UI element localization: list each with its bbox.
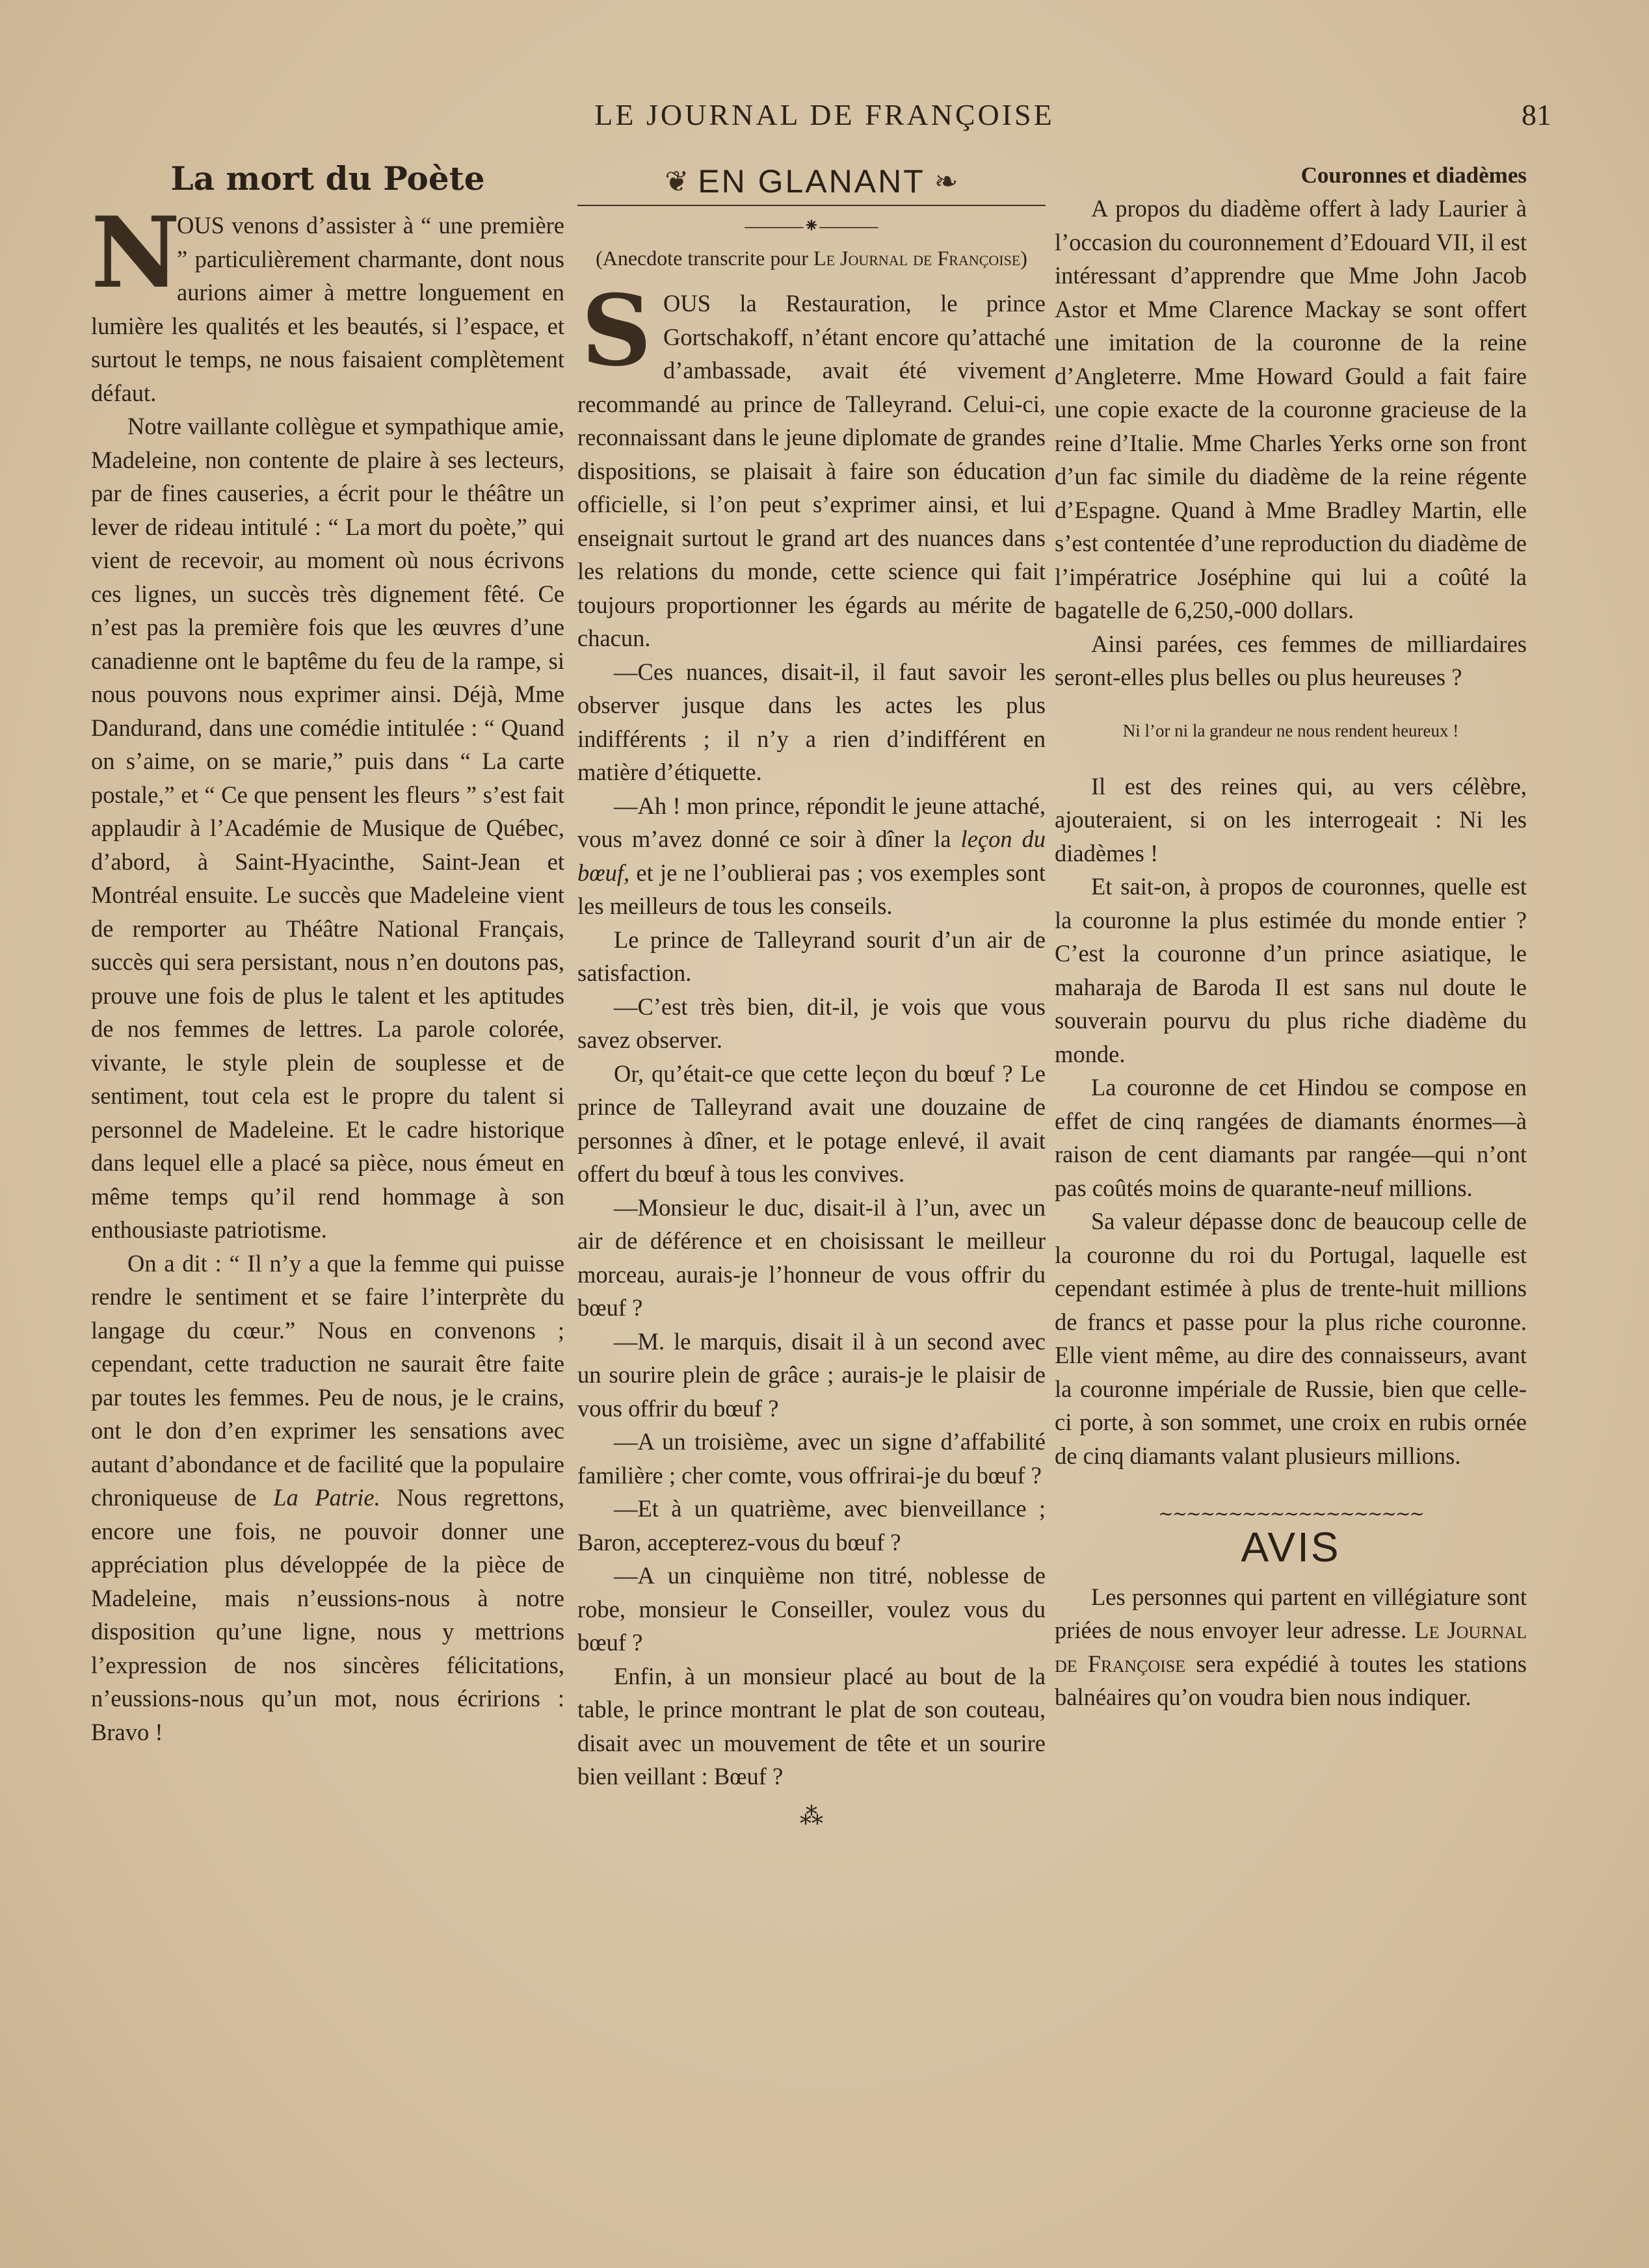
paragraph: A propos du diadème offert à lady Laurier à l’occasion du couronnement d’Edouard VII, il est intéressant d’apprendre que Mme John Jacob Astor et Mme Clarence Mackay se sont offert une imitation de la couronne de la reine d’Angleterre. Mme Howard Gould a fait faire une copie exacte de la couronne gracieuse de la reine d’Italie. Mme Charles Yerks orne son front d’un fac simile du diadème de la reine régente d’Espagne. Quand à Mme Bradley Martin, elle s’est contentée d’une reproduction du diadème de l’impératrice Joséphine qui lui a coûté la bagatelle de 6,250,-000 dollars. [1055,195,1527,623]
paragraph: Et sait-on, à propos de couronnes, quelle est la couronne la plus estimée du monde entier ? C’est la couronne d’un prince asiatique, le maharaja de Baroda Il est sans nul doute le souverain pourvu du plus riche diadème du monde. [1055,873,1527,1067]
paragraph: Il est des reines qui, au vers célèbre, ajouteraient, si on les interrogeait : Ni les diadèmes ! [1055,772,1527,867]
column-couronnes [1055,159,1527,1714]
paragraph-text: Nous regrettons, encore une fois, ne pouvoir donner une appréciation plus développée de la pièce de Madeleine, mais n’eussions-nous à notre disposition qu’une ligne, nous y mettrions l’expression de nos sincères félicitations, n’eussions-nous qu’un mot, nous écririons : Bravo ! [91,1484,564,1745]
paragraph: —M. le marquis, disait il à un second avec un sourire plein de grâce ; aurais-je le plaisir de vous offrir du bœuf ? [577,1327,1046,1422]
paragraph: Notre vaillante collègue et sympathique amie, Madeleine, non contente de plaire à ses lecteurs, par de fines causeries, a écrit pour le théâtre un lever de rideau intitulé : “ La mort du poète,” qui vient de recevoir, au moment où nous écrivons ces lignes, un succès très dignement fêté. Ce n’est pas la première fois que les œuvres d’une canadienne ont le baptême du feu de la rampe, si nous pouvons nous exprimer ainsi. Déjà, Mme Dandurand, dans une comédie intitulée : “ Quand on s’aime, on se marie,” puis dans “ La carte postale,” et “ Ce que pensent les fleurs ” s’est fait applaudir à l’Académie de Musique de Québec, d’abord, à Saint-Hyacinthe, Saint-Jean et Montréal ensuite. Le succès que Madeleine vient de remporter au Théâtre National Français, succès qui sera persistant, nous n’en doutons pas, prouve une fois de plus le talent et les aptitudes de nos femmes de lettres. La parole colorée, vivante, le style plein de souplesse et de sentiment, tout cela est le propre du talent si personnel de Madeleine. Et le cadre historique dans lequel elle a placé sa pièce, nous émeut en même temps qu’il rend hommage à son enthousiaste patriotisme. [91,413,564,1243]
paragraph [1055,1580,1527,1714]
paragraph: Enfin, à un monsieur placé au bout de la table, le prince montrant le plat de son couteau, disait avec un mouvement de tête et un sourire bien veillant : Bœuf ? [577,1662,1046,1790]
section-banner [577,159,1046,206]
paragraph: —A un cinquième non titré, noblesse de robe, monsieur le Conseiller, voulez vous du bœuf ? [577,1562,1046,1656]
dropcap: S [581,274,652,388]
flourish-left-icon: ❦ [665,166,689,198]
paragraph-text: —Ah ! mon prince, répondit le jeune attaché, vous m’avez donné ce soir à dîner la [577,792,1046,852]
page-number: 81 [1522,98,1551,131]
paragraph: OUS venons d’assister à “ une première ” particulièrement charmante, dont nous aurions aimer à mettre longuement en lumière les qualités et les beautés, si l’espace, et surtout le temps, ne nous faisaient complètement défaut. [91,212,564,406]
asterism: ⁂ [800,1803,823,1829]
paragraph: —Ces nuances, disait-il, il faut savoir les observer jusque dans les actes les plus indifférents ; il n’y a rien d’indifférent en matière d’étiquette. [577,658,1046,785]
wavy-divider-icon: ∼∼∼∼∼∼∼∼∼∼∼∼∼∼∼∼∼∼∼ [1158,1504,1423,1524]
avis-text: sera expédié à toutes les stations balnéaires qu’on voudra bien nous indiquer. [1055,1650,1527,1710]
quoted-verse: Ni l’or ni la grandeur ne nous rendent heureux ! [1122,720,1459,740]
column-en-glanant [577,159,1046,1833]
column-mort-du-poete [91,159,564,1749]
flourish-right-icon: ❧ [934,166,958,198]
paragraph [577,789,1046,923]
avis-heading: AVIS [1241,1524,1341,1571]
paragraph-text: On a dit : “ Il n’y a que la femme qui puisse rendre le sentiment et se faire l’interprète du langage du cœur.” Nous en convenons ; cependant, cette traduction ne saurait être faite par toutes les femmes. Peu de nous, je le crains, ont le don d’en exprimer les sensations avec autant d’abondance et de facilité que la populaire chroniqueuse de [91,1249,564,1511]
paragraph: OUS la Restauration, le prince Gortschakoff, n’étant encore qu’attaché d’ambassade, avait été vivement recommandé au prince de Talleyrand. Celui-ci, reconnaissant dans le jeune diplomate de grandes dispositions, se plaisait à faire son éducation officielle, si l’on peut s’exprimer ainsi, et lui enseignait surtout le grand art des nuances dans les relations du monde, cette science qui fait toujours proportionner les égards au mérite de chacun. [577,290,1046,651]
journal-title: LE JOURNAL DE FRANÇOISE [594,98,1055,131]
paragraph: Le prince de Talleyrand sourit d’un air de satisfaction. [577,926,1046,986]
paragraph: —A un troisième, avec un signe d’affabilité familière ; cher comte, vous offrirai-je du bœuf ? [577,1428,1046,1489]
paragraph: Ainsi parées, ces femmes de milliardaires seront-elles plus belles ou plus heureuses ? [1055,630,1527,690]
paragraph: —Monsieur le duc, disait-il à l’un, avec un air de déférence et en choisissant le meilleur morceau, aurais-je l’honneur de vous offrir du bœuf ? [577,1193,1046,1321]
anecdote-subtitle [577,244,1046,272]
masthead [0,98,1649,143]
paragraph: La couronne de cet Hindou se compose en effet de cinq rangées de diamants énormes—à raison de cent diamants par rangée—qui n’ont pas coûtés moins de quarante-neuf millions. [1055,1074,1527,1201]
paragraph-text: et je ne l’oublierai pas ; vos exemples sont les meilleurs de tous les conseils. [577,859,1046,919]
paragraph: Sa valeur dépasse donc de beaucoup celle de la couronne du roi du Portugal, laquelle est cependant estimée à plus de trente-huit millions de francs et passe pour la plus riche couronne. Elle vient même, au dire des connaisseurs, avant la couronne impériale de Russie, bien que celle-ci porte, à son sommet, une croix en rubis ornée de cinq diamants valant plusieurs millions. [1055,1208,1527,1469]
article-heading: Couronnes et diadèmes [1300,163,1527,188]
italic-phrase: leçon du bœuf, [577,826,1046,886]
paragraph: Or, qu’était-ce que cette leçon du bœuf ? Le prince de Talleyrand avait une douzaine de personnes à dîner, et le potage enlevé, il avait offert du bœuf à tous les convives. [577,1060,1046,1187]
dropcap: N [91,196,181,310]
subtitle-text: (Anecdote transcrite pour [596,246,809,270]
article-heading: La mort du Poète [170,159,485,198]
avis-text: Les personnes qui partent en villégiature sont priées de nous envoyer leur adresse. [1055,1583,1527,1643]
ornament-divider-icon: ―――⁕――― [745,215,878,237]
paragraph: —C’est très bien, dit-il, je vois que vous savez observer. [577,993,1046,1053]
avis-journal: Le Journal de Françoise [1055,1617,1527,1677]
subtitle-journal: Le Journal de Françoise) [813,246,1027,270]
paragraph [91,1247,564,1749]
newspaper-name: La Patrie. [273,1484,380,1511]
paragraph: —Et à un quatrième, avec bienveillance ; Baron, accepterez-vous du bœuf ? [577,1495,1046,1556]
section-heading: EN GLANANT [698,163,925,200]
